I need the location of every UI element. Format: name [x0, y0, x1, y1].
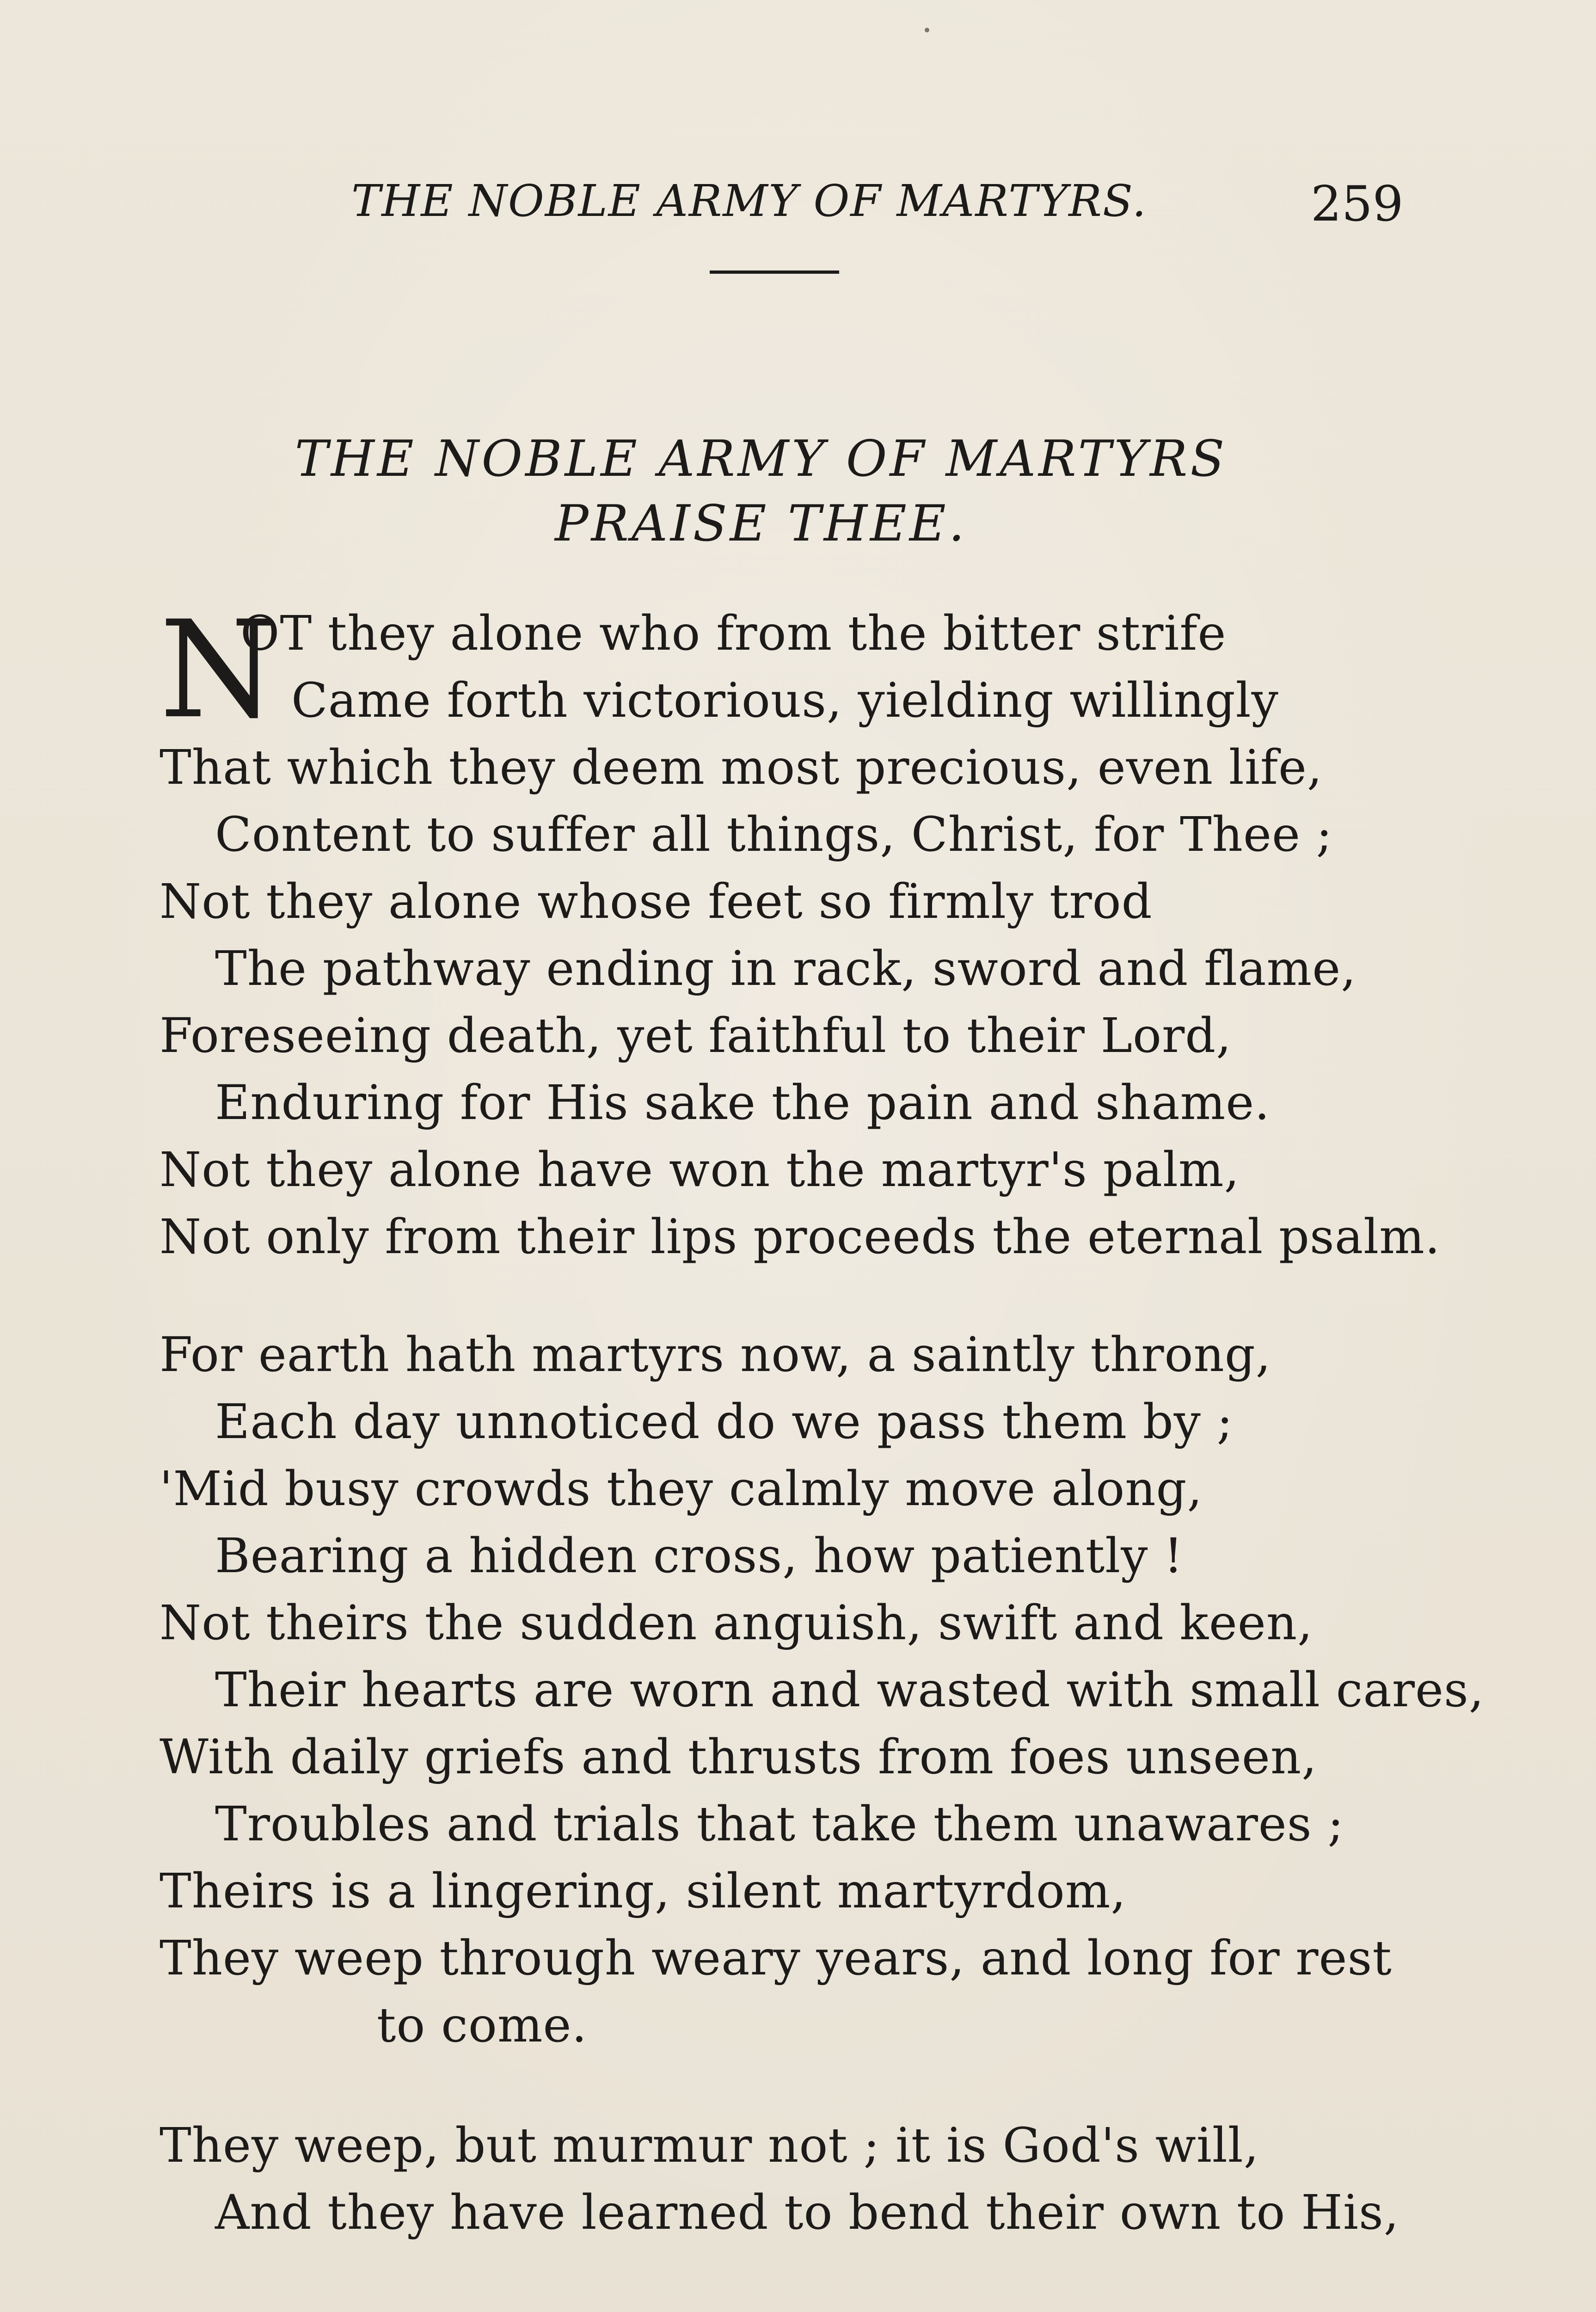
drop-cap: N — [160, 592, 277, 748]
poem-line: Their hearts are worn and wasted with small cares, — [215, 1662, 1485, 1718]
poem-title-line-1: THE NOBLE ARMY OF MARTYRS — [295, 430, 1228, 488]
poem-title-line-2: PRAISE THEE. — [554, 495, 968, 553]
poem-line: Not they alone whose feet so firmly trod — [160, 874, 1153, 929]
poem-line: And they have learned to bend their own to His, — [215, 2185, 1400, 2240]
poem-line: For earth hath martyrs now, a saintly throng, — [160, 1327, 1271, 1383]
poem-line: Foreseeing death, yet faithful to their Lord, — [160, 1008, 1232, 1064]
running-head: THE NOBLE ARMY OF MARTYRS. — [351, 176, 1147, 227]
poem-line: That which they deem most precious, even life, — [160, 740, 1323, 795]
poem-line: With daily griefs and thrusts from foes unseen, — [160, 1729, 1317, 1785]
poem-line: Troubles and trials that take them unawares ; — [215, 1796, 1344, 1852]
ink-speck — [925, 28, 929, 32]
title-divider — [710, 271, 839, 274]
poem-line: OT they alone who from the bitter strife — [240, 606, 1227, 661]
poem-line: They weep, but murmur not ; it is God's will, — [160, 2118, 1259, 2173]
poem-line: Came forth victorious, yielding willingly — [291, 673, 1279, 728]
poem-line: to come. — [377, 1998, 588, 2053]
poem-line: Enduring for His sake the pain and shame. — [215, 1075, 1271, 1131]
page-number: 259 — [1311, 176, 1404, 232]
poem-line: Bearing a hidden cross, how patiently ! — [215, 1528, 1184, 1584]
poem-line: Theirs is a lingering, silent martyrdom, — [160, 1863, 1127, 1919]
poem-line: Each day unnoticed do we pass them by ; — [215, 1394, 1234, 1450]
poem-line: Not only from their lips proceeds the eternal psalm. — [160, 1209, 1441, 1265]
poem-line: The pathway ending in rack, sword and flame, — [215, 941, 1357, 996]
poem-line: Content to suffer all things, Christ, for Thee ; — [215, 807, 1333, 862]
poem-line: Not they alone have won the martyr's palm, — [160, 1142, 1240, 1198]
poem-line: They weep through weary years, and long for rest — [160, 1931, 1392, 1986]
poem-line: Not theirs the sudden anguish, swift and keen, — [160, 1595, 1313, 1651]
poem-line: 'Mid busy crowds they calmly move along, — [160, 1461, 1203, 1517]
